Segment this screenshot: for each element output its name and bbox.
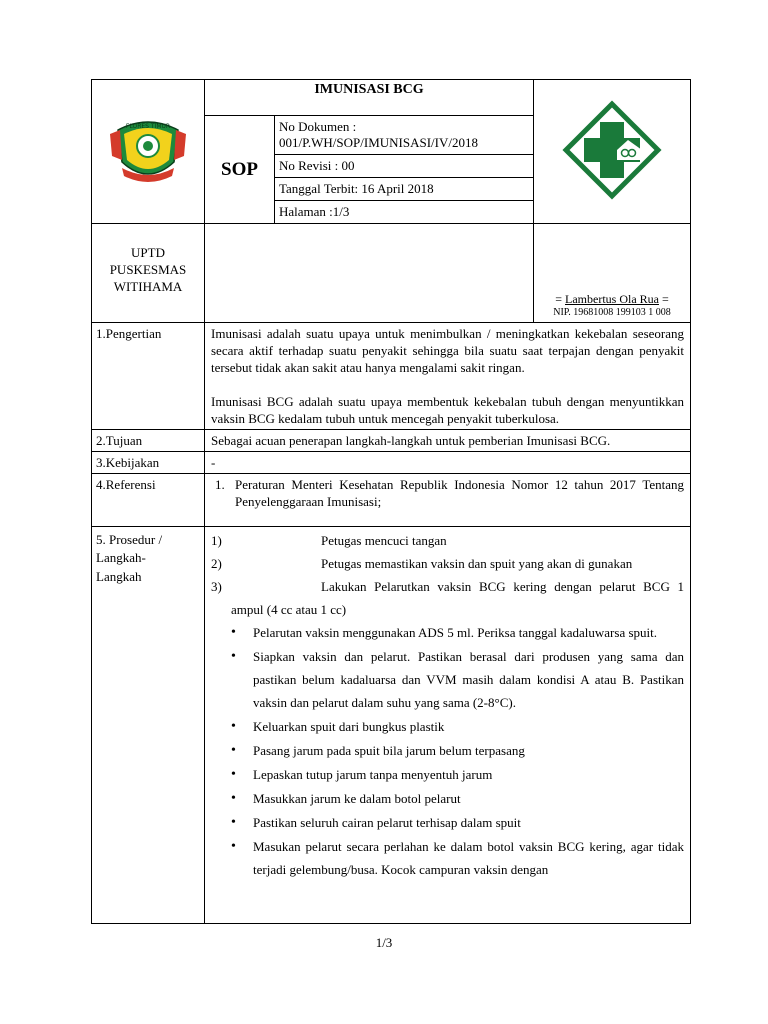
section-label-tujuan: 2.Tujuan xyxy=(92,430,205,452)
bullet-icon: • xyxy=(231,649,236,664)
section-label-prosedur: 5. Prosedur / Langkah- Langkah xyxy=(92,527,205,924)
bullet-icon: • xyxy=(231,767,236,782)
list-item: • Pastikan seluruh cairan pelarut terhisap dalam spuit xyxy=(211,811,684,834)
bullet-icon: • xyxy=(231,625,236,640)
sop-table xyxy=(91,79,691,924)
section-prosedur xyxy=(205,527,691,924)
signer-nip: NIP. 19681008 199103 1 008 xyxy=(553,307,671,318)
procedure-step: 1) Petugas mencuci tangan xyxy=(211,533,447,548)
organization-name: UPTD PUSKESMAS WITIHAMA xyxy=(92,224,205,323)
sop-title: IMUNISASI BCG xyxy=(205,80,534,116)
blank-cell xyxy=(205,224,534,323)
bullet-icon: • xyxy=(231,815,236,830)
puskesmas-cross-icon xyxy=(562,100,662,200)
list-item: • Masukan pelarut secara perlahan ke dalam botol vaksin BCG kering, agar tidak terjadi gelembung/busa. Kocok campuran vaksin dengan xyxy=(211,835,684,881)
bullet-icon: • xyxy=(231,743,236,758)
section-pengertian: Imunisasi adalah suatu upaya untuk menimbulkan / meningkatkan kekebalan seseorang secara aktif terhadap suatu penyakit sehingga bila suatu saat terpajan dengan penyakit tersebut tidak akan sakit atau hanya mengalami sakit ringan. Imunisasi BCG adalah suatu upaya membentuk kekebalan tubuh dengan menyuntikkan vaksin BCG kedalam tubuh untuk mencegah penyakit tuberkulosa. xyxy=(205,323,691,430)
procedure-bullets xyxy=(211,621,684,881)
bullet-icon: • xyxy=(231,719,236,734)
list-item: • Pasang jarum pada spuit bila jarum belum terpasang xyxy=(211,739,684,762)
bullet-icon: • xyxy=(231,791,236,806)
sop-label: SOP xyxy=(205,116,275,224)
signature-block: = Lambertus Ola Rua = NIP. 19681008 199103 1 008 xyxy=(534,224,691,323)
procedure-step: 2) Petugas memastikan vaksin dan spuit yang akan di gunakan xyxy=(211,556,633,571)
svg-text:FLORES TIMUR: FLORES TIMUR xyxy=(125,122,171,130)
left-logo-cell xyxy=(92,80,205,224)
right-logo-cell xyxy=(534,80,691,224)
procedure-steps xyxy=(211,529,684,621)
section-kebijakan: - xyxy=(205,452,691,474)
list-item: • Pelarutan vaksin menggunakan ADS 5 ml. Periksa tanggal kadaluwarsa spuit. xyxy=(211,621,684,644)
section-label-referensi: 4.Referensi xyxy=(92,474,205,527)
page-count: Halaman :1/3 xyxy=(275,201,534,224)
section-label-pengertian: 1.Pengertian xyxy=(92,323,205,430)
list-item: • Masukkan jarum ke dalam botol pelarut xyxy=(211,787,684,810)
list-item: • Siapkan vaksin dan pelarut. Pastikan berasal dari produsen yang sama dan pastikan belum kadaluarsa dan VVM masih dalam kondisi A atau B. Pastikan vaksin dan pelarut dalam suhu yang sama (2-8°C). xyxy=(211,645,684,714)
page-footer: 1/3 xyxy=(375,935,393,950)
list-item: • Lepaskan tutup jarum tanpa menyentuh jarum xyxy=(211,763,684,786)
flores-timur-emblem-icon xyxy=(106,112,190,188)
procedure-step: 3) Lakukan Pelarutkan vaksin BCG kering dengan pelarut BCG 1 ampul (4 cc atau 1 cc) xyxy=(211,579,684,617)
section-referensi: 1. Peraturan Menteri Kesehatan Republik Indonesia Nomor 12 tahun 2017 Tentang Penyelenggaraan Imunisasi; xyxy=(205,474,691,527)
section-tujuan: Sebagai acuan penerapan langkah-langkah untuk pemberian Imunisasi BCG. xyxy=(205,430,691,452)
document-number: No Dokumen : 001/P.WH/SOP/IMUNISASI/IV/2018 xyxy=(275,116,534,155)
list-item: • Keluarkan spuit dari bungkus plastik xyxy=(211,715,684,738)
section-label-kebijakan: 3.Kebijakan xyxy=(92,452,205,474)
signer-name: Lambertus Ola Rua xyxy=(565,292,659,306)
revision-number: No Revisi : 00 xyxy=(275,155,534,178)
issue-date: Tanggal Terbit: 16 April 2018 xyxy=(275,178,534,201)
bullet-icon: • xyxy=(231,839,236,854)
